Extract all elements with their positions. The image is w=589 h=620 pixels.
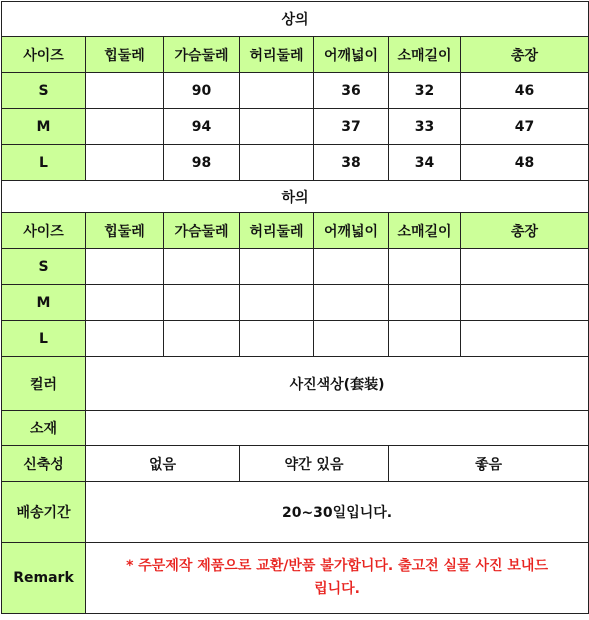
cell-shoulder: 37 [314, 109, 389, 145]
cell-length [461, 249, 589, 285]
stretch-option-good: 좋음 [389, 446, 589, 482]
remark-label: Remark [2, 543, 86, 614]
cell-chest: 94 [164, 109, 240, 145]
color-value: 사진색상(套装) [86, 357, 589, 411]
color-row [2, 357, 589, 411]
bottom-section-title: 하의 [2, 181, 589, 213]
bottom-title-row [2, 181, 589, 213]
cell-sleeve [389, 285, 461, 321]
header-sleeve: 소매길이 [389, 37, 461, 73]
cell-hip [86, 145, 164, 181]
header-hip: 힙둘레 [86, 213, 164, 249]
header-chest: 가슴둘레 [164, 213, 240, 249]
header-size: 사이즈 [2, 213, 86, 249]
cell-shoulder [314, 321, 389, 357]
stretch-row [2, 446, 589, 482]
cell-waist [240, 321, 314, 357]
header-length: 총장 [461, 213, 589, 249]
cell-hip [86, 321, 164, 357]
table-row [2, 321, 589, 357]
cell-waist [240, 145, 314, 181]
cell-waist [240, 73, 314, 109]
header-waist: 허리둘레 [240, 213, 314, 249]
stretch-option-none: 없음 [86, 446, 240, 482]
cell-sleeve: 34 [389, 145, 461, 181]
cell-length [461, 285, 589, 321]
cell-hip [86, 73, 164, 109]
header-shoulder: 어깨넓이 [314, 37, 389, 73]
cell-length: 48 [461, 145, 589, 181]
stretch-option-some: 약간 있음 [240, 446, 389, 482]
remark-row [2, 543, 589, 614]
top-section-title: 상의 [2, 2, 589, 37]
size-label: L [2, 145, 86, 181]
header-size: 사이즈 [2, 37, 86, 73]
cell-chest: 90 [164, 73, 240, 109]
material-label: 소재 [2, 411, 86, 446]
header-chest: 가슴둘레 [164, 37, 240, 73]
cell-shoulder: 38 [314, 145, 389, 181]
delivery-label: 배송기간 [2, 482, 86, 543]
cell-length: 47 [461, 109, 589, 145]
color-label: 컬러 [2, 357, 86, 411]
table-row [2, 285, 589, 321]
cell-chest [164, 321, 240, 357]
material-value [86, 411, 589, 446]
size-label: S [2, 249, 86, 285]
cell-waist [240, 285, 314, 321]
top-header-row [2, 37, 589, 73]
top-title-row [2, 2, 589, 37]
table-row [2, 249, 589, 285]
header-length: 총장 [461, 37, 589, 73]
cell-chest [164, 249, 240, 285]
cell-sleeve: 32 [389, 73, 461, 109]
stretch-label: 신축성 [2, 446, 86, 482]
cell-chest [164, 285, 240, 321]
cell-shoulder [314, 249, 389, 285]
delivery-row [2, 482, 589, 543]
cell-shoulder: 36 [314, 73, 389, 109]
cell-hip [86, 109, 164, 145]
size-label: M [2, 285, 86, 321]
cell-sleeve [389, 321, 461, 357]
header-waist: 허리둘레 [240, 37, 314, 73]
cell-sleeve [389, 249, 461, 285]
cell-hip [86, 285, 164, 321]
delivery-value: 20~30일입니다. [86, 482, 589, 543]
size-chart-table [1, 1, 589, 614]
size-label: L [2, 321, 86, 357]
table-row [2, 145, 589, 181]
cell-waist [240, 249, 314, 285]
remark-value: * 주문제작 제품으로 교환/반품 불가합니다. 출고전 실물 사진 보내드립니다. [86, 543, 589, 614]
header-sleeve: 소매길이 [389, 213, 461, 249]
bottom-header-row [2, 213, 589, 249]
cell-length: 46 [461, 73, 589, 109]
cell-sleeve: 33 [389, 109, 461, 145]
table-row [2, 109, 589, 145]
cell-chest: 98 [164, 145, 240, 181]
cell-waist [240, 109, 314, 145]
header-shoulder: 어깨넓이 [314, 213, 389, 249]
cell-length [461, 321, 589, 357]
cell-shoulder [314, 285, 389, 321]
header-hip: 힙둘레 [86, 37, 164, 73]
table-row [2, 73, 589, 109]
size-label: S [2, 73, 86, 109]
cell-hip [86, 249, 164, 285]
size-label: M [2, 109, 86, 145]
material-row [2, 411, 589, 446]
